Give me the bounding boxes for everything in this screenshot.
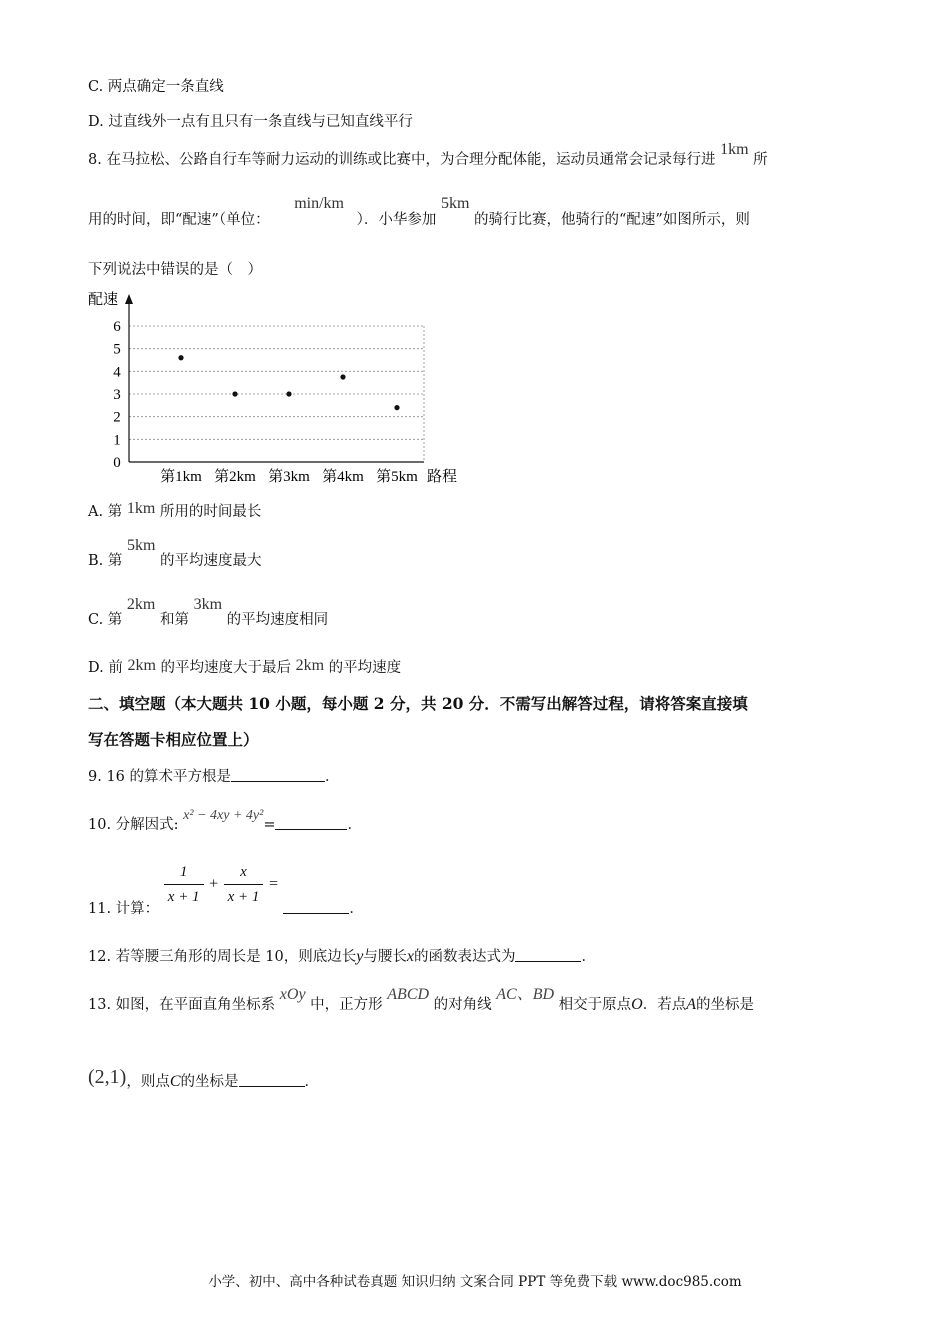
- y-tick-label-1: 1: [113, 432, 121, 449]
- option-a: [88, 502, 261, 522]
- q11-eq: =: [267, 875, 279, 893]
- q13-ac-bd: AC、BD: [496, 986, 555, 1003]
- chart-y-label: 配速: [88, 290, 119, 308]
- q11-num1: 1: [164, 862, 204, 885]
- q11: [88, 862, 364, 917]
- q12-text-c: 的函数表达式为: [413, 949, 516, 965]
- y-tick-label-2: 2: [113, 409, 121, 426]
- chart-ticks: [113, 319, 121, 471]
- option-d-prev: D. 过直线外一点有且只有一条直线与已知直线平行: [88, 114, 413, 130]
- q8-text-d: ）．小华参加: [356, 212, 437, 228]
- q11-fraction-2: [224, 862, 264, 907]
- q13-line2: [88, 1066, 319, 1092]
- pace-chart: [86, 284, 486, 488]
- x-tick-label-3: 第3km: [268, 469, 310, 485]
- q12-end: ．: [581, 949, 596, 965]
- data-point-5: [394, 405, 399, 410]
- option-c: [88, 596, 329, 630]
- q13-end: ．: [304, 1074, 319, 1090]
- q9-blank[interactable]: [231, 767, 325, 782]
- option-d-text: D. 前: [88, 660, 123, 676]
- q13-abcd: ABCD: [387, 986, 430, 1003]
- q13-blank[interactable]: [239, 1072, 305, 1087]
- q13-a: A: [686, 996, 696, 1013]
- q8-unit-5km: 5km: [440, 195, 470, 212]
- q10-text: 10. 分解因式:: [88, 817, 179, 833]
- q13-text-e: ．若点: [642, 997, 687, 1013]
- q8-unit-minkm: min/km: [294, 195, 344, 212]
- q10-expression: x² − 4xy + 4y²: [183, 808, 264, 823]
- chart-grid: [129, 326, 424, 462]
- q8-line2: [88, 195, 750, 230]
- q8-text-e: 的骑行比赛，他骑行的“配速”如图所示，则: [474, 212, 750, 228]
- q10: [88, 808, 362, 836]
- y-axis-arrow: [125, 294, 133, 304]
- q12: [88, 947, 596, 967]
- q11-num2: x: [224, 862, 264, 885]
- option-c-rest: 的平均速度相同: [226, 612, 329, 628]
- option-d-unit1: 2km: [127, 657, 156, 674]
- option-d-rest: 的平均速度: [328, 660, 402, 676]
- q13-c: C: [169, 1073, 181, 1090]
- q11-den2: x + 1: [227, 889, 260, 905]
- option-c-prev: C. 两点确定一条直线: [88, 79, 224, 95]
- q11-den1: x + 1: [167, 889, 200, 905]
- q13-text-g: ，则点: [126, 1074, 170, 1090]
- option-d-mid: 的平均速度大于最后: [160, 660, 291, 676]
- q11-text: 11. 计算：: [88, 900, 160, 917]
- q12-y: y: [356, 948, 364, 965]
- q10-eq: =: [263, 817, 276, 833]
- option-c-unit1: 2km: [126, 596, 156, 613]
- option-b: [88, 537, 262, 571]
- q8-text-b: 所: [753, 152, 768, 168]
- q8-text-a: 8. 在马拉松、公路自行车等耐力运动的训练或比赛中，为合理分配体能，运动员通常会记录每行进: [88, 152, 716, 168]
- option-d-unit2: 2km: [295, 657, 325, 674]
- q9-text: 9. 16 的算术平方根是: [88, 769, 232, 785]
- q13-coordinate: (2,1): [88, 1066, 127, 1088]
- q8-unit-1km: 1km: [720, 141, 749, 158]
- option-a-unit: 1km: [126, 500, 156, 517]
- option-c-text: C. 第: [88, 612, 123, 628]
- q11-end: ．: [349, 900, 364, 917]
- data-point-3: [286, 391, 291, 396]
- q8-line3: 下列说法中错误的是（ ）: [88, 262, 262, 278]
- q13-text-a: 13. 如图，在平面直角坐标系: [88, 997, 276, 1013]
- q13-xoy: xOy: [279, 986, 306, 1003]
- option-b-text: B. 第: [88, 553, 123, 569]
- q11-blank[interactable]: [283, 899, 349, 914]
- data-point-4: [340, 374, 345, 379]
- section2-heading-2: 写在答题卡相应位置上）: [88, 730, 259, 749]
- q13-text-f: 的坐标是: [696, 997, 754, 1013]
- section2-heading-1: 二、填空题（本大题共 10 小题，每小题 2 分，共 20 分．不需写出解答过程，请将答案直接填: [88, 694, 748, 713]
- q8-text-c: 用的时间，即“配速”（单位：: [88, 212, 270, 228]
- y-tick-label-6: 6: [113, 319, 121, 335]
- x-tick-label-1: 第1km: [160, 469, 202, 485]
- q13-line1: [88, 986, 754, 1015]
- q9-end: ．: [325, 769, 340, 785]
- y-tick-label-3: 3: [113, 387, 121, 403]
- option-d: [88, 658, 401, 678]
- option-b-unit: 5km: [126, 537, 156, 554]
- option-c-unit2: 3km: [193, 596, 223, 613]
- chart-x-label: 路程: [427, 467, 458, 485]
- q13-text-c: 的对角线: [433, 997, 492, 1013]
- q9: [88, 767, 340, 787]
- x-tick-label-2: 第2km: [214, 469, 256, 485]
- y-tick-label-4: 4: [113, 364, 121, 381]
- x-tick-label-5: 第5km: [376, 469, 418, 485]
- q12-blank[interactable]: [515, 947, 581, 962]
- x-tick-label-4: 第4km: [322, 469, 364, 485]
- q12-x: x: [406, 948, 414, 965]
- q10-end: ．: [347, 817, 362, 833]
- chart-categories: [160, 468, 418, 485]
- q11-fraction-1: [164, 862, 204, 907]
- y-tick-label-0: 0: [113, 455, 121, 471]
- q10-blank[interactable]: [275, 815, 347, 830]
- chart-points: [178, 355, 399, 410]
- data-point-1: [178, 355, 183, 360]
- q13-text-d: 相交于原点: [558, 997, 632, 1013]
- data-point-2: [232, 391, 237, 396]
- option-a-rest: 所用的时间最长: [159, 504, 262, 520]
- option-c-mid: 和第: [159, 612, 189, 628]
- q8-line1: [88, 141, 768, 170]
- chart-axes: [125, 294, 424, 462]
- q11-plus: +: [208, 875, 219, 893]
- q13-text-h: 的坐标是: [180, 1074, 239, 1090]
- y-tick-label-5: 5: [113, 341, 121, 358]
- option-a-text: A. 第: [88, 504, 123, 520]
- q12-text-b: 与腰长: [363, 949, 407, 965]
- q13-text-b: 中，正方形: [310, 997, 383, 1013]
- page-footer: 小学、初中、高中各种试卷真题 知识归纳 文案合同 PPT 等免费下载 www.doc985.com: [208, 1274, 742, 1290]
- option-b-rest: 的平均速度最大: [160, 553, 262, 569]
- q12-text-a: 12. 若等腰三角形的周长是 10，则底边长: [88, 949, 357, 965]
- q13-o: O: [631, 996, 643, 1013]
